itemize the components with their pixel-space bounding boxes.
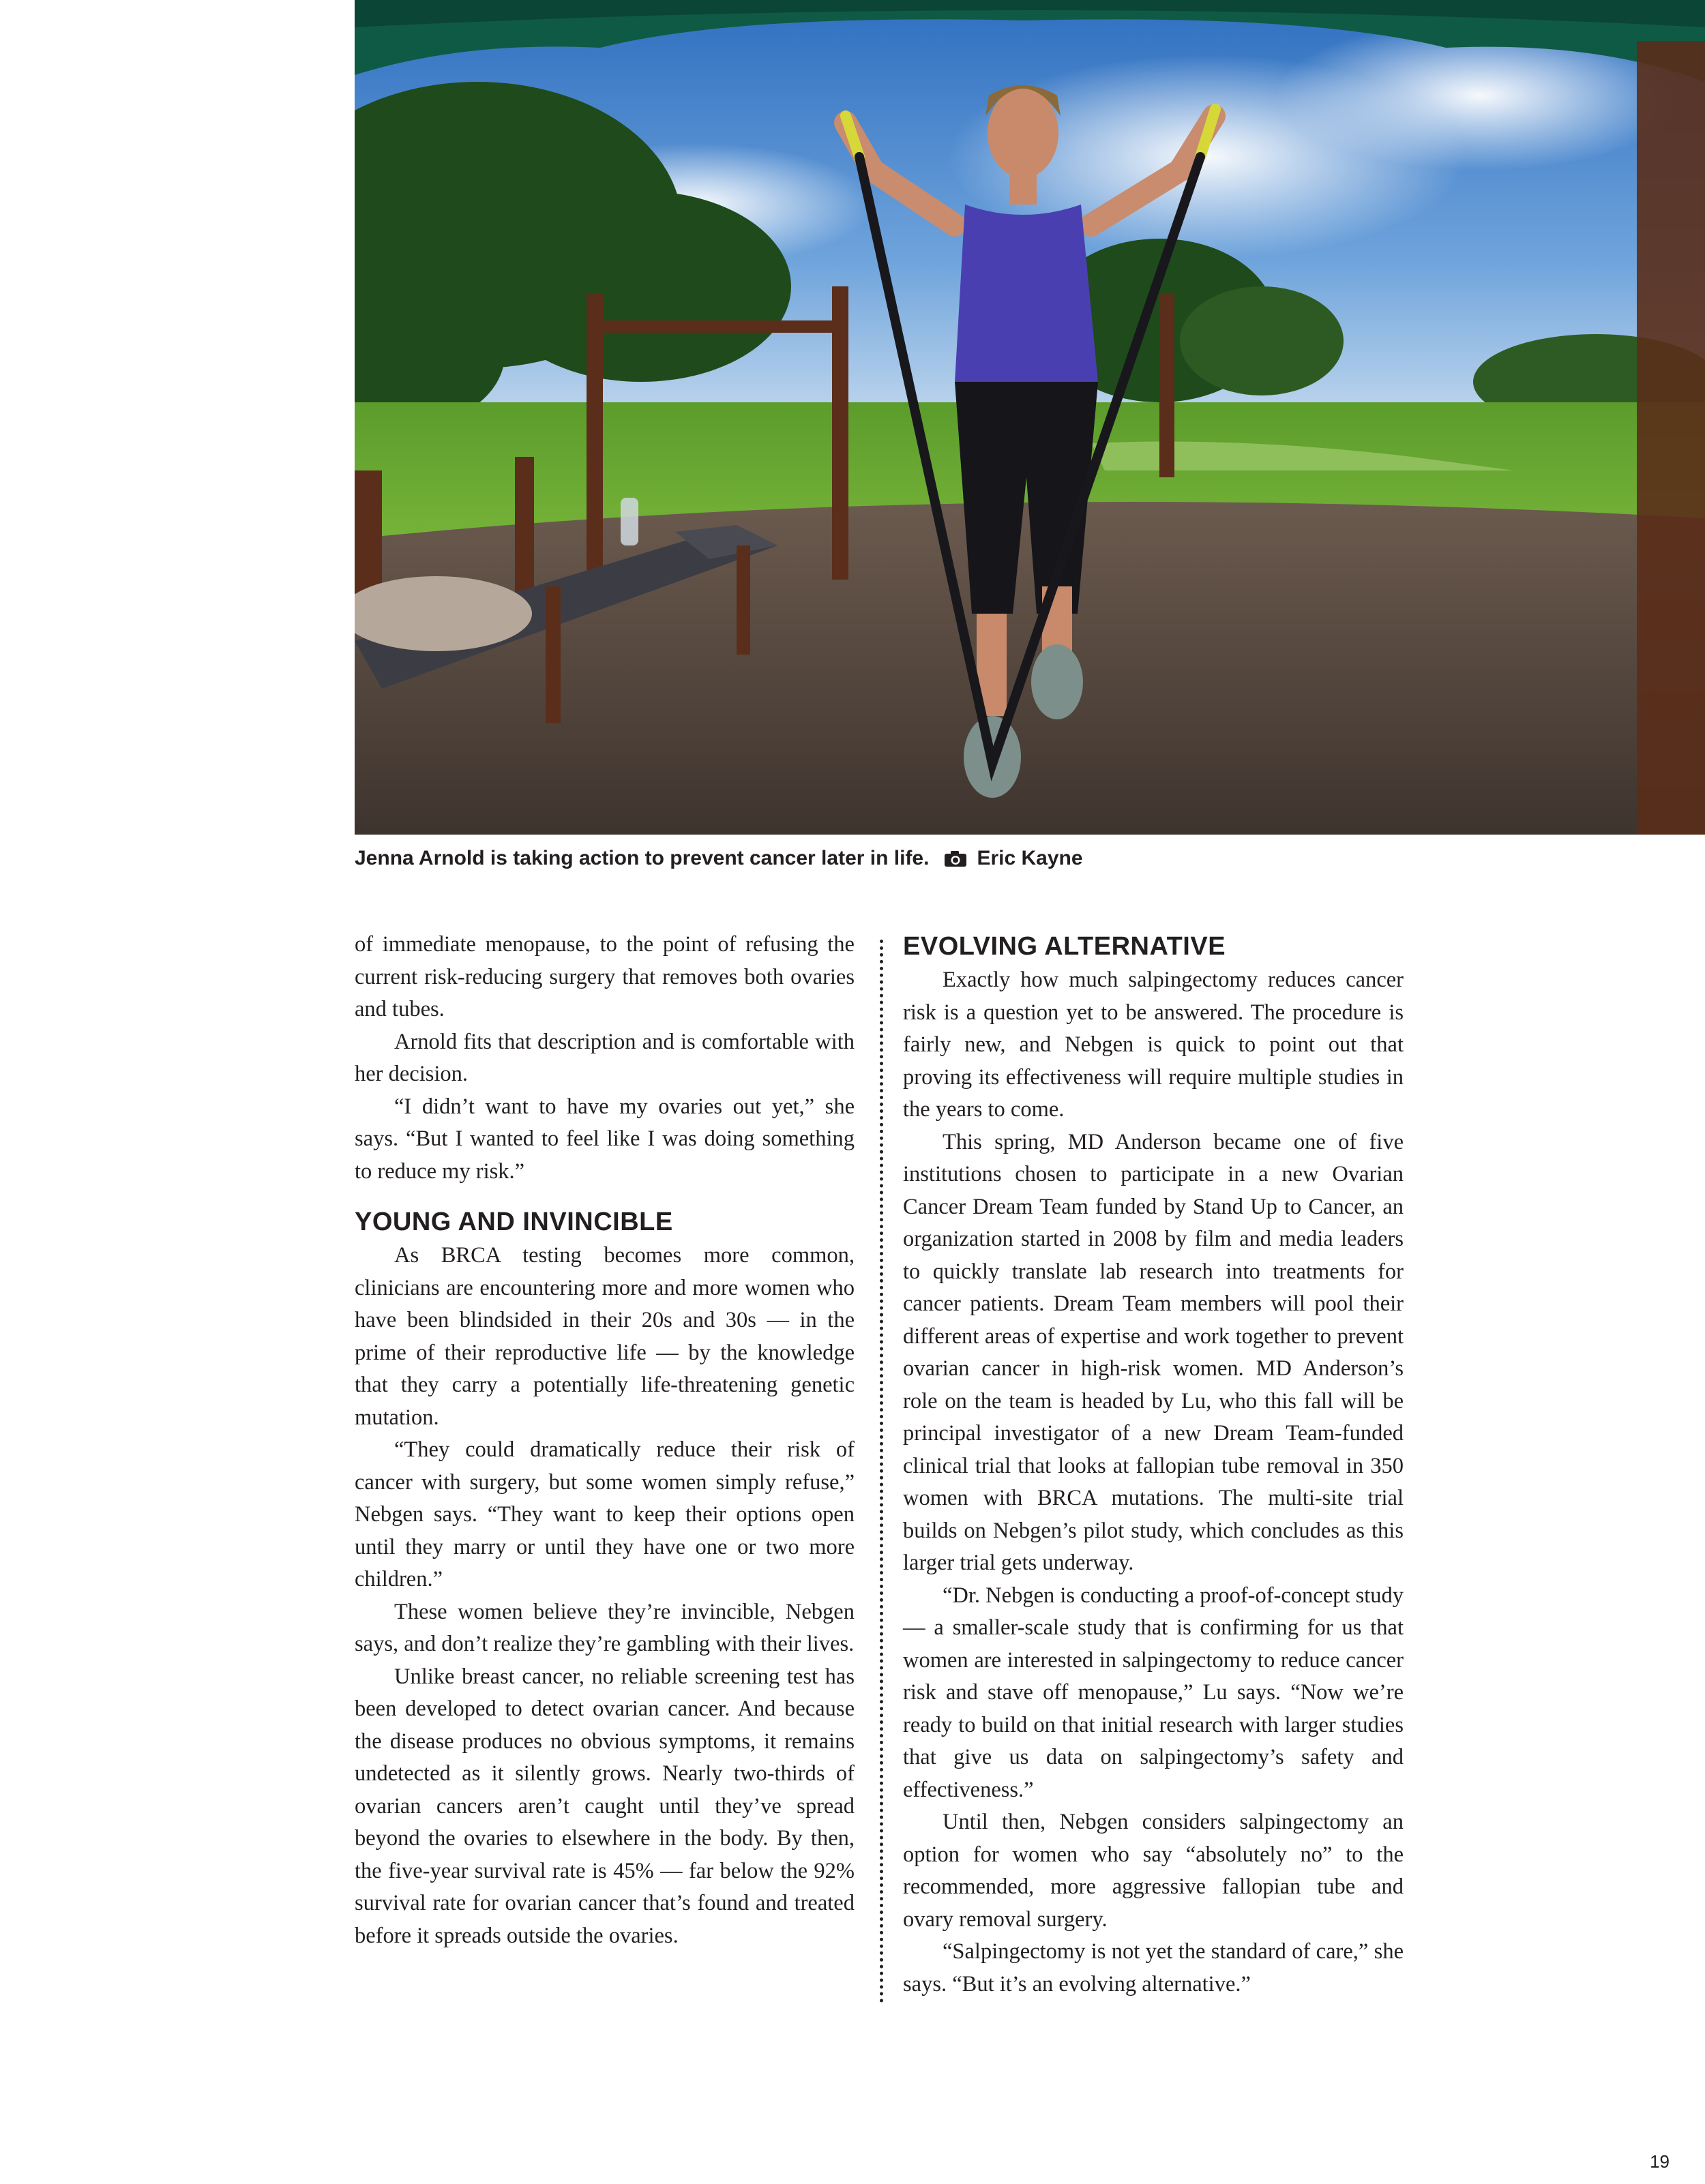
paragraph: Arnold fits that description and is comfortable with her decision. [355, 1029, 855, 1086]
paragraph: This spring, MD Anderson became one of five institutions chosen to participate in a new Ovarian Cancer Dream Team funded by Stand Up to Cancer, an organization started in 2008 by film and media leaders to quickly translate lab research into treatments for cancer patients. Dream Team members will pool their different areas of expertise and work together to prevent ovarian cancer in high-risk women. MD Anderson’s role on the team is headed by Lu, who this fall will be principal investigator of a new Dream Team-funded clinical trial that looks at fallopian tube removal in 350 women with BRCA mutations. The multi-site trial builds on Nebgen’s pilot study, which concludes as this larger trial gets underway. [903, 1129, 1404, 1575]
photo-caption [355, 844, 1691, 873]
paragraph: These women believe they’re invincible, Nebgen says, and don’t realize they’re gambling with their lives. [355, 1599, 855, 1656]
article-column-left [355, 929, 855, 1952]
caption-text: Jenna Arnold is taking action to prevent cancer later in life. [355, 847, 930, 869]
paragraph: “I didn’t want to have my ovaries out yet,” she says. “But I wanted to feel like I was doing something to reduce my risk.” [355, 1094, 855, 1184]
paragraph: “Dr. Nebgen is conducting a proof-of-concept study — a smaller-scale study that is confirming for us that women are interested in salpingectomy to reduce cancer risk and stave off menopause,” Lu says. “Now we’re ready to build on that initial research with larger studies that give us data on salpingectomy’s safety and effectiveness.” [903, 1583, 1404, 1802]
section-heading: EVOLVING ALTERNATIVE [903, 932, 1226, 961]
column-divider [880, 940, 883, 2003]
paragraph: Exactly how much salpingectomy reduces cancer risk is a question yet to be answered. The procedure is fairly new, and Nebgen is quick to point out that proving its effectiveness will require multiple studies in the years to come. [903, 968, 1404, 1122]
photo-credit: Eric Kayne [977, 847, 1083, 869]
camera-icon [944, 851, 967, 867]
section-heading: YOUNG AND INVINCIBLE [355, 1208, 673, 1236]
paragraph: “Salpingectomy is not yet the standard of care,” she says. “But it’s an evolving alternative.” [903, 1939, 1404, 1996]
paragraph: As BRCA testing becomes more common, clinicians are encountering more and more women who have been blindsided in their 20s and 30s — in the prime of their reproductive life — by the knowledge that they carry a potentially life-threatening genetic mutation. [355, 1243, 855, 1430]
hero-photo [355, 0, 1705, 835]
page-number: 19 [1650, 2151, 1670, 2172]
article-column-right [903, 929, 1404, 2001]
paragraph: Until then, Nebgen considers salpingectomy an option for women who say “absolutely no” to the recommended, more aggressive fallopian tube and ovary removal surgery. [903, 1810, 1404, 1932]
paragraph: “They could dramatically reduce their risk of cancer with surgery, but some women simply refuse,” Nebgen says. “They want to keep their options open until they marry or until they have one or two more children.” [355, 1437, 855, 1591]
tank-top [955, 205, 1098, 382]
paragraph: Unlike breast cancer, no reliable screening test has been developed to detect ovarian cancer. And because the disease produces no obvious symptoms, it remains undetected as it silently grows. Nearly two-thirds of ovarian cancers aren’t caught until they’ve spread beyond the ovaries to elsewhere in the body. By then, the five-year survival rate is 45% — far below the 92% survival rate for ovarian cancer that’s found and treated before it spreads outside the ovaries. [355, 1664, 855, 1948]
paragraph: of immediate menopause, to the point of refusing the current risk-reducing surgery that removes both ovaries and tubes. [355, 932, 855, 1021]
